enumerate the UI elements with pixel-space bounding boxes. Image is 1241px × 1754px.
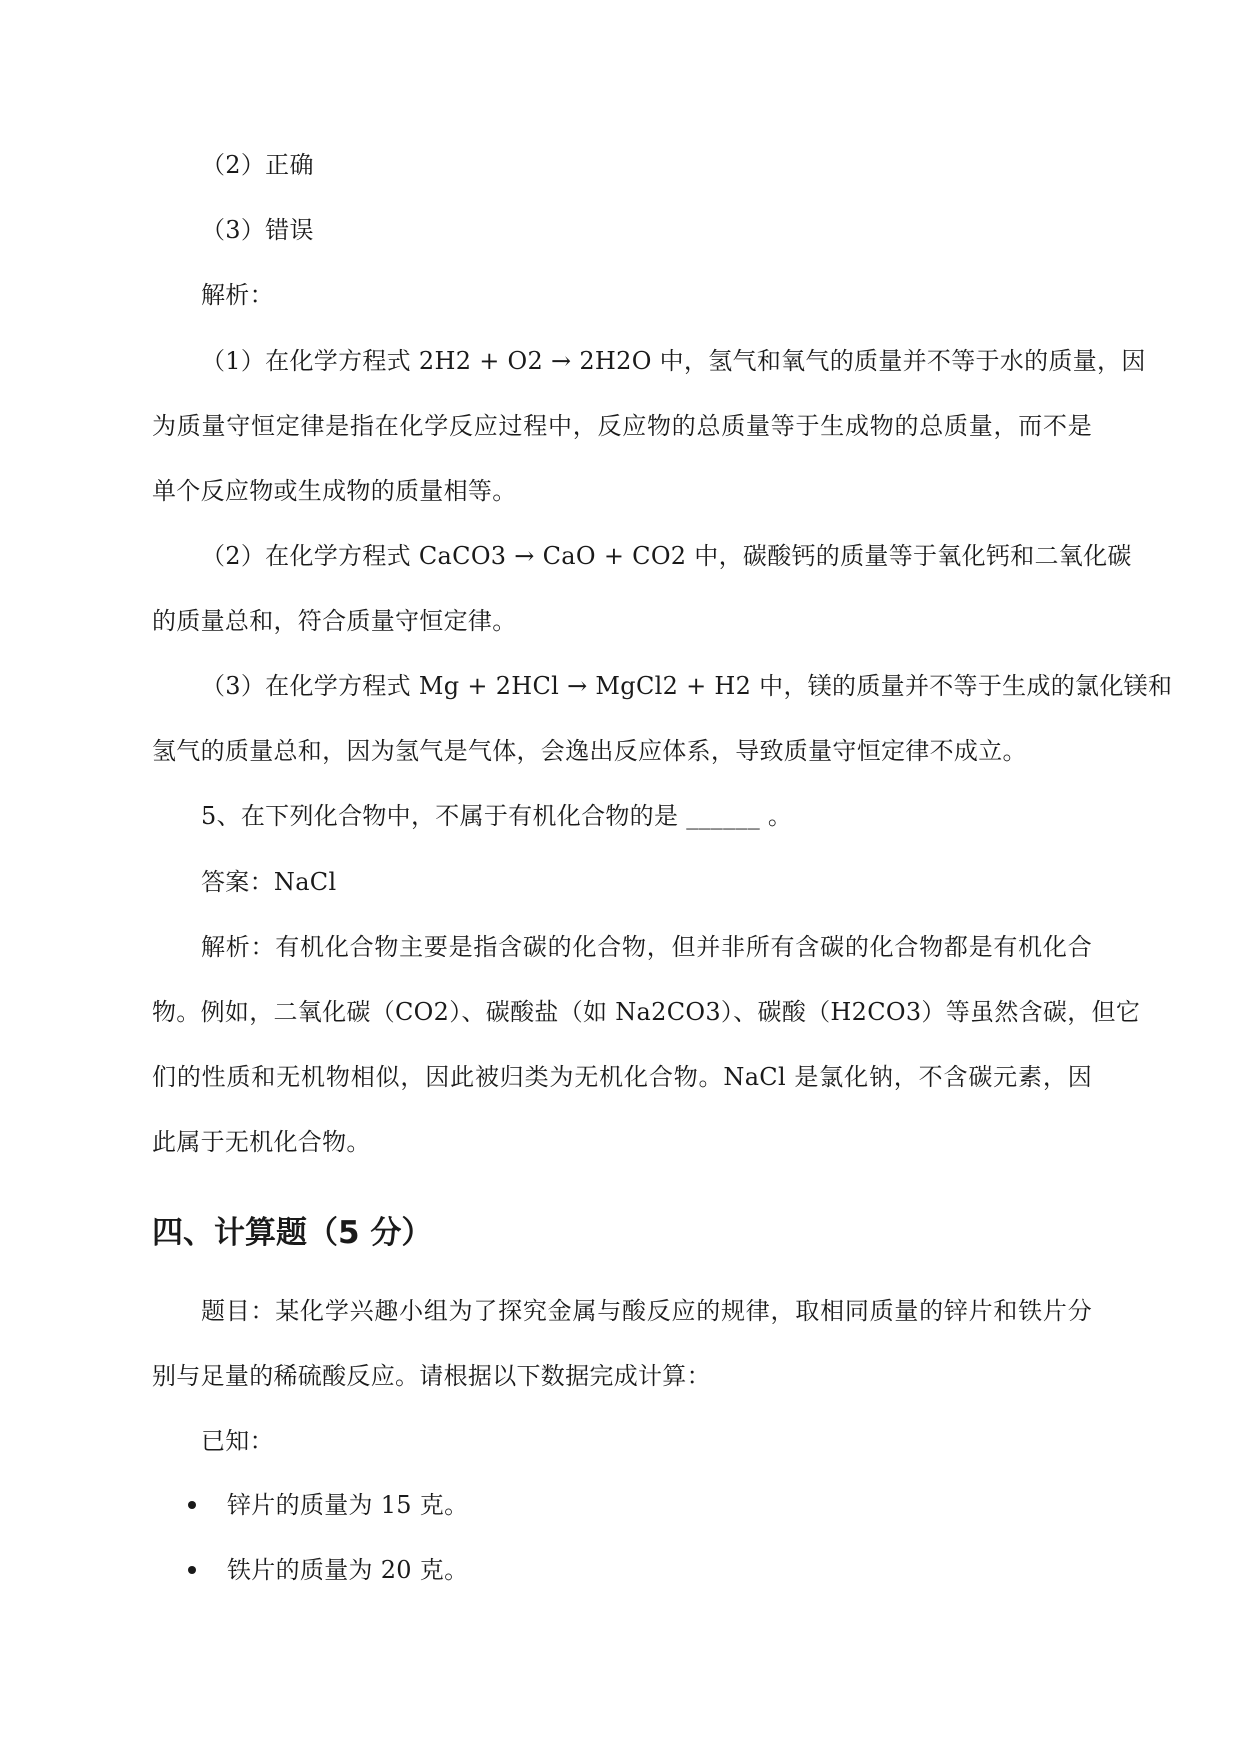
analysis-label: 解析：	[201, 281, 274, 309]
analysis-p1-line1: （1）在化学方程式 2H2 + O2 → 2H2O 中，氢气和氧气的质量并不等于水的质量，因	[201, 347, 1146, 375]
known-label: 已知：	[201, 1427, 274, 1455]
analysis-p3-line1: （3）在化学方程式 Mg + 2HCl → MgCl2 + H2 中，镁的质量并不等于生成的氯化镁和	[201, 672, 1173, 700]
analysis-p3-line2: 氢气的质量总和，因为氢气是气体，会逸出反应体系，导致质量守恒定律不成立。	[152, 737, 1027, 765]
analysis-p1-line3: 单个反应物或生成物的质量相等。	[152, 477, 517, 505]
question-5-answer: 答案：NaCl	[201, 868, 337, 896]
analysis-p2-line1: （2）在化学方程式 CaCO3 → CaO + CO2 中，碳酸钙的质量等于氧化钙和二氧化碳	[201, 542, 1132, 570]
answer-3: （3）错误	[201, 216, 314, 244]
section-heading: 四、计算题（5 分）	[152, 1215, 433, 1251]
bullet-icon	[188, 1501, 196, 1509]
problem-line2: 别与足量的稀硫酸反应。请根据以下数据完成计算：	[152, 1362, 711, 1390]
answer-2: （2）正确	[201, 151, 314, 179]
analysis-p2-line2: 的质量总和，符合质量守恒定律。	[152, 607, 517, 635]
problem-line1: 题目：某化学兴趣小组为了探究金属与酸反应的规律，取相同质量的锌片和铁片分	[201, 1297, 1092, 1325]
question-5: 5、在下列化合物中，不属于有机化合物的是 ______ 。	[201, 802, 793, 830]
analysis-p1-line2: 为质量守恒定律是指在化学反应过程中，反应物的总质量等于生成物的总质量，而不是	[152, 412, 1092, 440]
q5-analysis-line3: 们的性质和无机物相似，因此被归类为无机化合物。NaCl 是氯化钠，不含碳元素，因	[152, 1063, 1092, 1091]
bullet-item: 锌片的质量为 15 克。	[227, 1491, 469, 1519]
bullet-icon	[188, 1566, 196, 1574]
q5-analysis-line2: 物。例如，二氧化碳（CO2）、碳酸盐（如 Na2CO3）、碳酸（H2CO3）等虽然含碳，但它	[152, 998, 1141, 1026]
q5-analysis-line1: 解析：有机化合物主要是指含碳的化合物，但并非所有含碳的化合物都是有机化合	[201, 933, 1092, 961]
bullet-item: 铁片的质量为 20 克。	[227, 1556, 469, 1584]
q5-analysis-line4: 此属于无机化合物。	[152, 1128, 371, 1156]
